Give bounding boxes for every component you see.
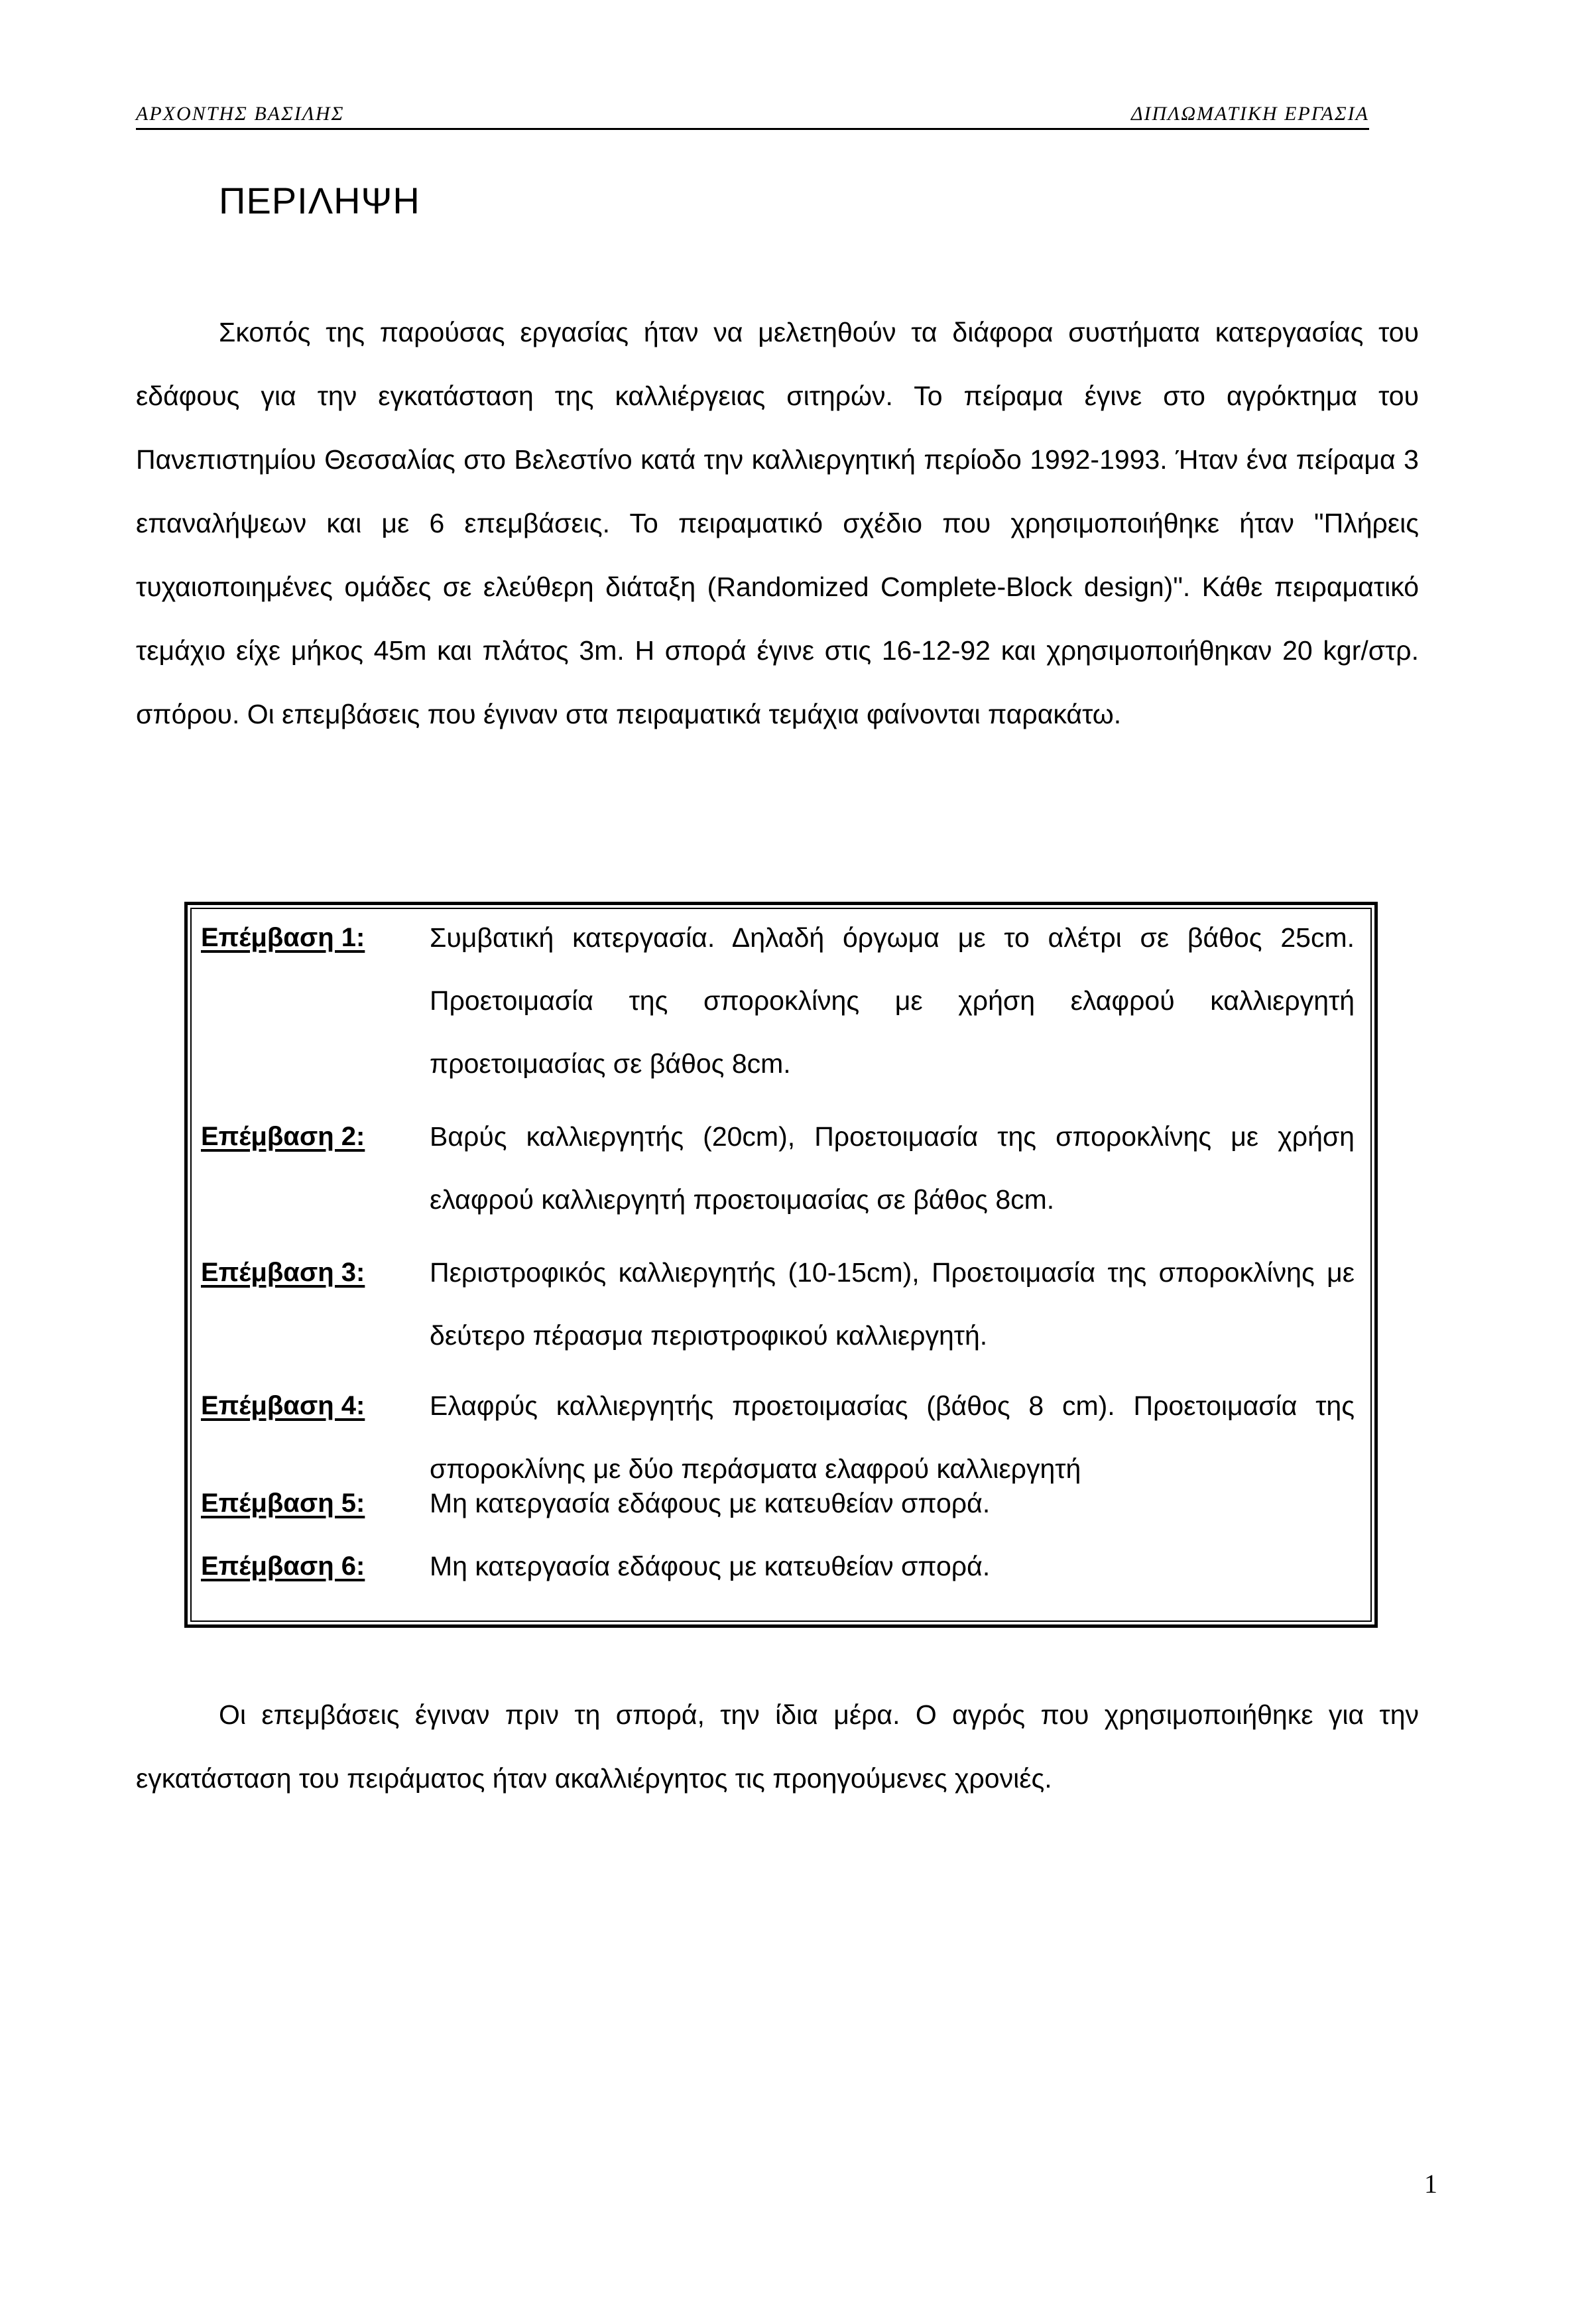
treatment-item [201, 1535, 1355, 1598]
closing-paragraph: Οι επεμβάσεις έγιναν πριν τη σπορά, την ίδια μέρα. Ο αγρός που χρησιμοποιήθηκε για την εγκατάσταση του πειράματος ήταν ακαλλιέργητος τις προηγούμενες χρονιές. [136, 1699, 1419, 1794]
header-author: ΑΡΧΟΝΤΗΣ ΒΑΣΙΛΗΣ [136, 103, 345, 125]
treatment-label: Επέμβαση 2: [201, 1122, 365, 1151]
treatments-box [184, 902, 1378, 1628]
intro-paragraph: Σκοπός της παρούσας εργασίας ήταν να μελετηθούν τα διάφορα συστήματα κατεργασίας του εδάφους για την εγκατάσταση της καλλιέργειας σιτηρών. Το πείραμα έγινε στο αγρόκτημα του Πανεπιστημίου Θεσσαλίας στο Βελεστίνο κατά την καλλιεργητική περίοδο 1992-1993. Ήταν ένα πείραμα 3 επαναλήψεων και με 6 επεμβάσεις. Το πειραματικό σχέδιο που χρησιμοποιήθηκε ήταν "Πλήρεις τυχαιοποιημένες ομάδες σε ελεύθερη διάταξη (Randomized Complete-Block design)". Κάθε πειραματικό τεμάχιο είχε μήκος 45m και πλάτος 3m. Η σπορά έγινε στις 16-12-92 και χρησιμοποιήθηκαν 20 kgr/στρ. σπόρου. Οι επεμβάσεις που έγιναν στα πειραματικά τεμάχια φαίνονται παρακάτω. [136, 317, 1419, 729]
page-title: ΠΕΡΙΛΗΨΗ [219, 180, 420, 221]
treatment-description: Μη κατεργασία εδάφους με κατευθείαν σπορά. [430, 1488, 991, 1518]
treatment-item [201, 906, 1355, 1095]
running-header [136, 103, 1369, 130]
treatment-item [201, 1241, 1355, 1367]
treatment-description: Βαρύς καλλιεργητής (20cm), Προετοιμασία της σποροκλίνης με χρήση ελαφρού καλλιεργητή προετοιμασίας σε βάθος 8cm. [430, 1121, 1355, 1215]
treatment-label: Επέμβαση 5: [201, 1489, 365, 1518]
treatment-item [201, 1472, 1355, 1535]
treatment-description: Μη κατεργασία εδάφους με κατευθείαν σπορά. [430, 1551, 991, 1581]
treatment-label: Επέμβαση 6: [201, 1552, 365, 1581]
treatment-label: Επέμβαση 3: [201, 1258, 365, 1287]
header-doc-type: ΔΙΠΛΩΜΑΤΙΚΗ ΕΡΓΑΣΙΑ [1130, 103, 1369, 125]
treatment-label: Επέμβαση 1: [201, 923, 365, 952]
treatment-description: Ελαφρύς καλλιεργητής προετοιμασίας (βάθος 8 cm). Προετοιμασία της σποροκλίνης με δύο περάσματα ελαφρού καλλιεργητή [430, 1390, 1355, 1484]
treatment-item [201, 1105, 1355, 1231]
treatment-description: Περιστροφικός καλλιεργητής (10-15cm), Προετοιμασία της σποροκλίνης με δεύτερο πέρασμα περιστροφικού καλλιεργητή. [430, 1257, 1355, 1351]
treatment-description: Συμβατική κατεργασία. Δηλαδή όργωμα με το αλέτρι σε βάθος 25cm. Προετοιμασία της σποροκλίνης με χρήση ελαφρού καλλιεργητή προετοιμασίας σε βάθος 8cm. [430, 922, 1355, 1079]
treatment-label: Επέμβαση 4: [201, 1391, 365, 1420]
page-number: 1 [1424, 2169, 1437, 2199]
